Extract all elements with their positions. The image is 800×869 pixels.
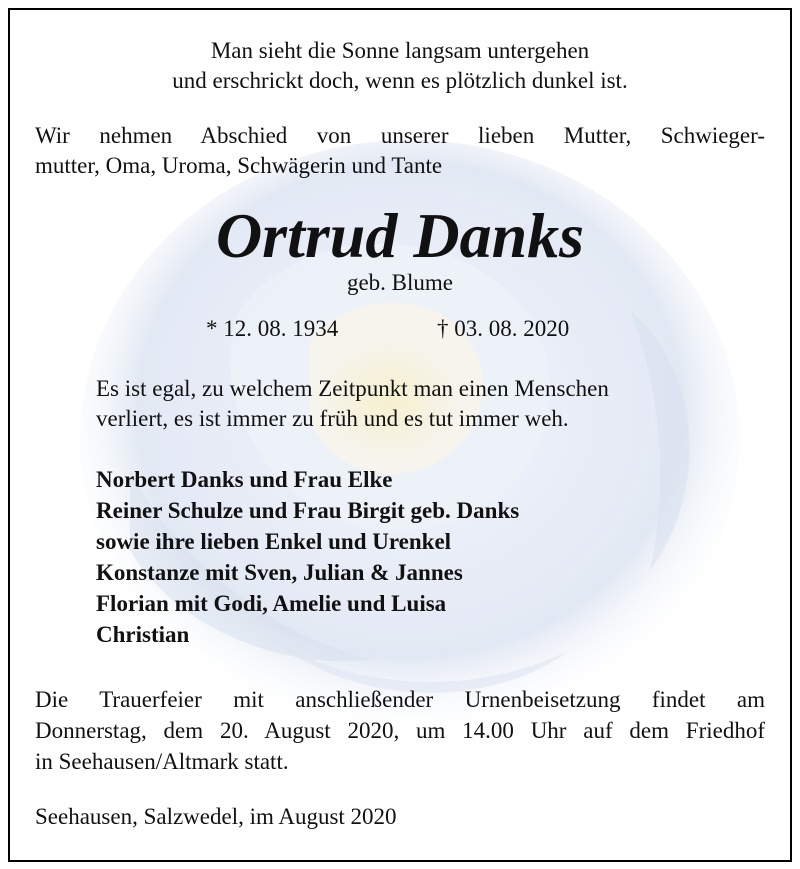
birth-date: * 12. 08. 1934 [206, 316, 339, 341]
birth-name: geb. Blume [346, 270, 454, 295]
intro-line-1: Wir nehmen Abschied von unserer lieben Mutter, Schwieger- [35, 123, 765, 148]
funeral-line-2: Donnerstag, dem 20. August 2020, um 14.00 Uhr auf dem Friedhof [35, 718, 765, 743]
intro-line-2: mutter, Oma, Uroma, Schwägerin und Tante [35, 153, 443, 178]
motto-line-2: und erschrickt doch, wenn es plötzlich dunkel ist. [172, 68, 628, 93]
mourner-line: sowie ihre lieben Enkel und Urenkel [96, 529, 452, 554]
death-date: † 03. 08. 2020 [437, 316, 570, 341]
funeral-line-3: in Seehausen/Altmark statt. [35, 749, 289, 774]
funeral-line-1: Die Trauerfeier mit anschließender Urnenbeisetzung findet am [35, 687, 765, 712]
mourner-line: Christian [96, 622, 190, 647]
deceased-name: Ortrud Danks [215, 200, 585, 271]
place-and-date: Seehausen, Salzwedel, im August 2020 [35, 804, 397, 829]
mourner-line: Florian mit Godi, Amelie und Luisa [96, 591, 447, 616]
quote-line-2: verliert, es ist immer zu früh und es tut immer weh. [96, 406, 569, 431]
mourner-line: Norbert Danks und Frau Elke [96, 467, 393, 492]
mourner-line: Reiner Schulze und Frau Birgit geb. Danks [96, 498, 520, 523]
obituary-notice [8, 8, 792, 862]
motto-line-1: Man sieht die Sonne langsam untergehen [210, 38, 590, 63]
quote-line-1: Es ist egal, zu welchem Zeitpunkt man einen Menschen [96, 376, 609, 401]
mourner-line: Konstanze mit Sven, Julian & Jannes [96, 560, 463, 585]
